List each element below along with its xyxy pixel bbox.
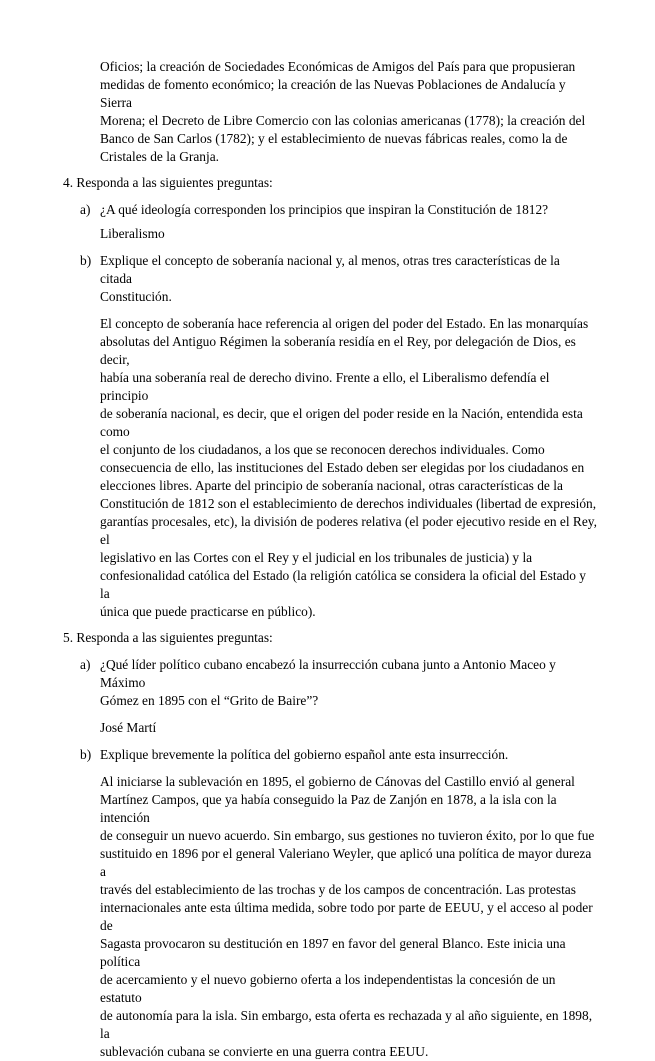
question-4b (0, 252, 655, 306)
text-line: Banco de San Carlos (1782); y el establecimiento de nuevas fábricas reales, como la de (100, 131, 568, 146)
question-text: Gómez en 1895 con el “Grito de Baire”? (100, 693, 319, 708)
answer-line: Al iniciarse la sublevación en 1895, el gobierno de Cánovas del Castillo envió al general (100, 774, 575, 789)
answer-line: de soberanía nacional, es decir, que el origen del poder reside en la Nación, entendida esta como (100, 406, 583, 439)
answer-line: garantías procesales, etc), la división de poderes relativa (el poder ejecutivo reside en el Rey, el (100, 514, 597, 547)
text-line: medidas de fomento económico; la creación de las Nuevas Poblaciones de Andalucía y Sierra (100, 77, 566, 110)
answer-line: sublevación cubana se convierte en una guerra contra EEUU. (100, 1044, 429, 1059)
answer-line: de conseguir un nuevo acuerdo. Sin embargo, sus gestiones no tuvieron éxito, por lo que fue (100, 828, 595, 843)
answer-line: absolutas del Antiguo Régimen la soberanía residía en el Rey, por delegación de Dios, es decir, (100, 334, 576, 367)
answer-line: única que puede practicarse en público). (100, 604, 316, 619)
answer-line: Constitución de 1812 son el establecimiento de derechos individuales (libertad de expresión, (100, 496, 597, 511)
item-label: b) (80, 253, 92, 268)
question-text: Explique brevemente la política del gobierno español ante esta insurrección. (100, 747, 509, 762)
answer-line: internacionales ante esta última medida, sobre todo por parte de EEUU, y el acceso al poder de (100, 900, 593, 933)
question-5b (0, 746, 655, 764)
answer-line: elecciones libres. Aparte del principio de soberanía nacional, otras características de la (100, 478, 563, 493)
item-label: b) (80, 747, 92, 762)
answer-line: legislativo en las Cortes con el Rey y el judicial en los tribunales de justicia) y la (100, 550, 533, 565)
answer-text: José Martí (100, 720, 157, 735)
answer-5a (0, 719, 655, 737)
question-text: Constitución. (100, 289, 172, 304)
question-heading-text: 5. Responda a las siguientes preguntas: (63, 630, 273, 645)
answer-4b (0, 315, 655, 621)
question-text: ¿Qué líder político cubano encabezó la insurrección cubana junto a Antonio Maceo y Máximo (100, 657, 556, 690)
answer-line: sustituido en 1896 por el general Valeriano Weyler, que aplicó una política de mayor dureza a (100, 846, 592, 879)
answer-4a (0, 225, 655, 243)
answer-line: de acercamiento y el nuevo gobierno oferta a los independentistas la concesión de un estatuto (100, 972, 556, 1005)
question-5-heading (0, 629, 655, 647)
question-4-heading (0, 174, 655, 192)
answer-line: había una soberanía real de derecho divino. Frente a ello, el Liberalismo defendía el principio (100, 370, 550, 403)
item-label: a) (80, 202, 91, 217)
answer-line: través del establecimiento de las trochas y de los campos de concentración. Las protestas (100, 882, 576, 897)
answer-line: Sagasta provocaron su destitución en 1897 en favor del general Blanco. Este inicia una política (100, 936, 566, 969)
intro-paragraph (0, 58, 655, 166)
answer-line: de autonomía para la isla. Sin embargo, esta oferta es rechazada y al año siguiente, en 1898, la (100, 1008, 593, 1041)
text-line: Cristales de la Granja. (100, 149, 219, 164)
question-4a (0, 201, 655, 219)
item-label: a) (80, 657, 91, 672)
answer-line: Martínez Campos, que ya había conseguido la Paz de Zanjón en 1878, a la isla con la intención (100, 792, 557, 825)
text-line: Morena; el Decreto de Libre Comercio con las colonias americanas (1778); la creación del (100, 113, 586, 128)
answer-line: confesionalidad católica del Estado (la religión católica se considera la oficial del Estado y la (100, 568, 586, 601)
question-5a (0, 656, 655, 710)
answer-text: Liberalismo (100, 226, 165, 241)
text-line: Oficios; la creación de Sociedades Económicas de Amigos del País para que propusieran (100, 59, 576, 74)
answer-line: consecuencia de ello, las instituciones del Estado deben ser elegidas por los ciudadanos en (100, 460, 585, 475)
answer-5b (0, 773, 655, 1061)
question-text: ¿A qué ideología corresponden los principios que inspiran la Constitución de 1812? (100, 202, 549, 217)
answer-line: El concepto de soberanía hace referencia al origen del poder del Estado. En las monarquías (100, 316, 589, 331)
question-text: Explique el concepto de soberanía nacional y, al menos, otras tres características de la citada (100, 253, 560, 286)
question-heading-text: 4. Responda a las siguientes preguntas: (63, 175, 273, 190)
answer-line: el conjunto de los ciudadanos, a los que se reconocen derechos individuales. Como (100, 442, 545, 457)
